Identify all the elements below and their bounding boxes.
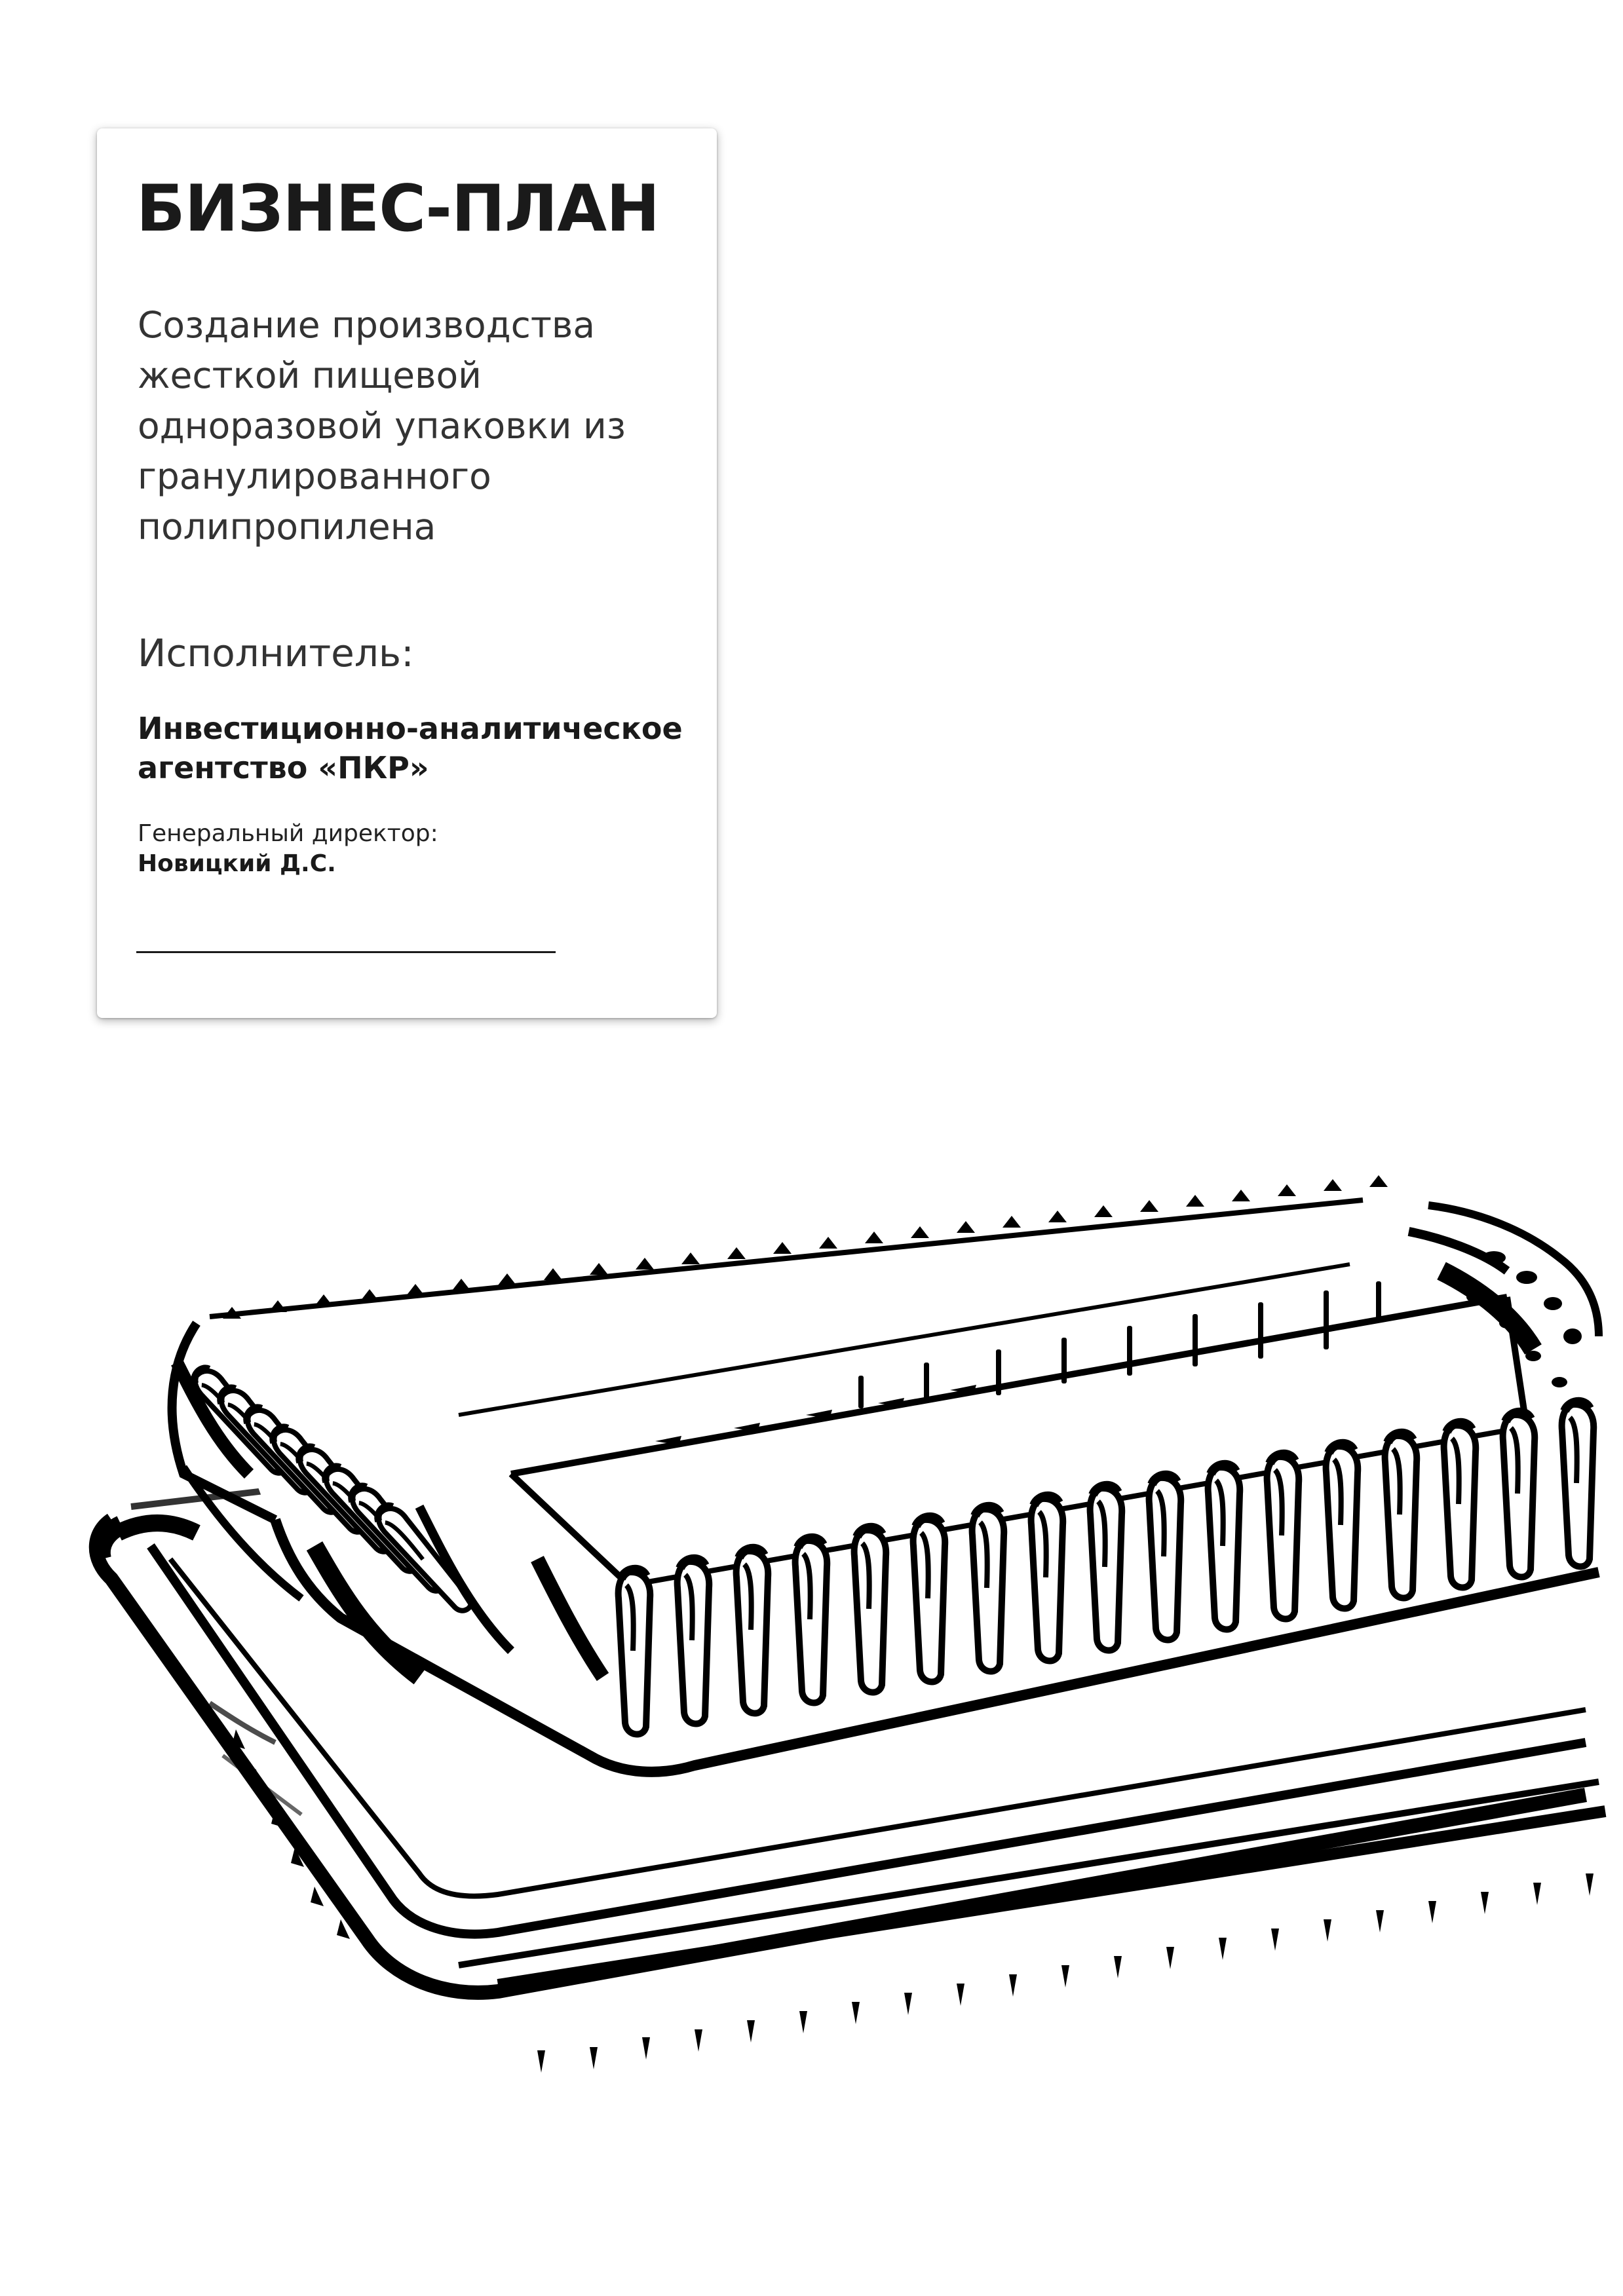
subtitle-line: гранулированного bbox=[138, 455, 491, 497]
director-name: Новицкий Д.С. bbox=[138, 850, 336, 877]
document-subtitle bbox=[138, 300, 688, 552]
subtitle-line: жесткой пищевой bbox=[138, 354, 482, 396]
executor-name-line: Инвестиционно-аналитическое bbox=[138, 711, 683, 746]
subtitle-line: одноразовой упаковки из bbox=[138, 405, 626, 447]
signature-line bbox=[136, 951, 556, 953]
executor-name-line: агентство «ПКР» bbox=[138, 750, 429, 785]
subtitle-line: Создание производства bbox=[138, 304, 596, 346]
executor-name bbox=[138, 709, 683, 787]
subtitle-line: полипропилена bbox=[138, 506, 436, 548]
director-label: Генеральный директор: bbox=[138, 820, 438, 847]
food-container-illustration bbox=[0, 1166, 1623, 2149]
document-title: БИЗНЕС-ПЛАН bbox=[136, 172, 660, 246]
executor-label: Исполнитель: bbox=[138, 631, 414, 675]
title-card bbox=[97, 128, 717, 1018]
